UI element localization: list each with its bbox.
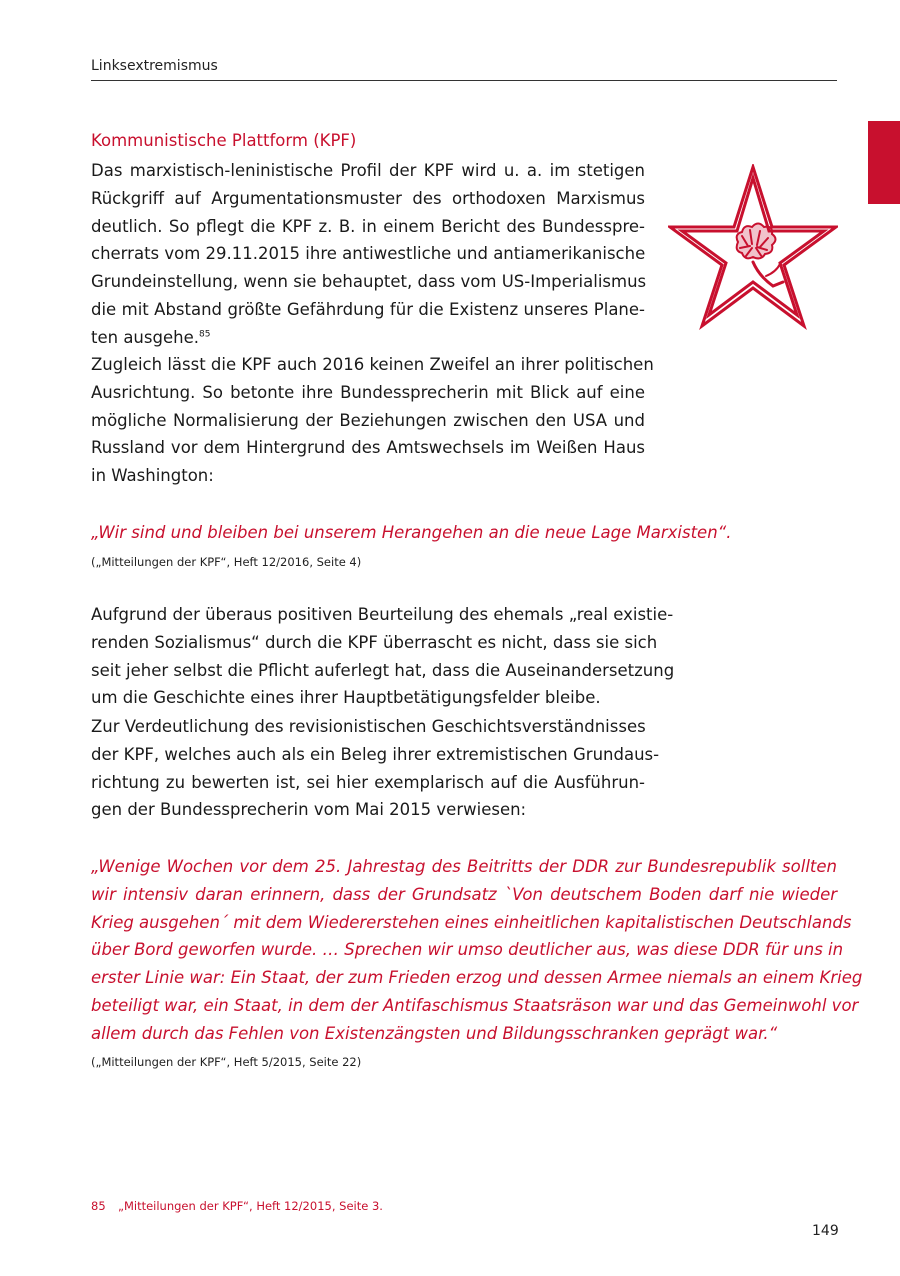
paragraph-line-text: ten ausgehe. (91, 327, 199, 347)
section-heading: Kommunistische Plattform (KPF) (91, 131, 357, 150)
running-header-title: Linksextremismus (91, 58, 218, 74)
paragraph-line: richtung zu bewerten ist, sei hier exemplarisch auf die Ausführun- (91, 772, 645, 792)
paragraph-line: seit jeher selbst die Pflicht auferlegt hat, dass die Auseinandersetzung (91, 660, 675, 680)
paragraph-line: Das marxistisch-leninistische Profil der KPF wird u. a. im stetigen (91, 161, 645, 180)
header-divider (91, 80, 837, 81)
paragraph-line: mögliche Normalisierung der Beziehungen zwischen den USA und (91, 410, 645, 430)
quote-line: über Bord geworfen wurde. … Sprechen wir umso deutlicher aus, was diese DDR für uns in (91, 940, 844, 960)
quote-2-source: („Mitteilungen der KPF“, Heft 5/2015, Seite 22) (91, 1055, 362, 1069)
quote-line: erster Linie war: Ein Staat, der zum Frieden erzog und dessen Armee niemals an einem Krieg (91, 968, 863, 988)
paragraph-line: Aufgrund der überaus positiven Beurteilung des ehemals „real existie- (91, 605, 674, 624)
quote-line: „Wenige Wochen vor dem 25. Jahrestag des Beitritts der DDR zur Bundesrepublik sollten (91, 857, 837, 876)
paragraph-line: Russland vor dem Hintergrund des Amtswechsels im Weißen Haus (91, 438, 645, 458)
footnote-number: 85 (91, 1199, 106, 1213)
paragraph-line: Grundeinstellung, wenn sie behauptet, dass vom US-Imperialismus (91, 272, 647, 292)
paragraph-line: in Washington: (91, 466, 214, 486)
quote-line: beteiligt war, ein Staat, in dem der Antifaschismus Staatsräson war und das Gemeinwohl vor (91, 995, 859, 1015)
paragraph-line: Zugleich lässt die KPF auch 2016 keinen Zweifel an ihrer politischen (91, 355, 654, 374)
paragraph-line: gen der Bundessprecherin vom Mai 2015 verwiesen: (91, 800, 527, 820)
chapter-side-tab (868, 121, 900, 204)
paragraph-line: die mit Abstand größte Gefährdung für die Existenz unseres Plane- (91, 299, 645, 319)
paragraph-line-last (91, 324, 645, 352)
paragraph-line: Rückgriff auf Argumentationsmuster des orthodoxen Marxismus (91, 188, 645, 208)
paragraph-line: der KPF, welches auch als ein Beleg ihrer extremistischen Grundaus- (91, 744, 660, 764)
quote-2 (91, 853, 863, 1048)
page-number: 149 (812, 1223, 839, 1239)
body-paragraph-4 (91, 713, 660, 824)
body-paragraph-1 (91, 157, 645, 352)
body-paragraph-3 (91, 601, 675, 712)
quote-1 (91, 519, 837, 547)
footnote (91, 1199, 383, 1213)
paragraph-line: Ausrichtung. So betonte ihre Bundessprecherin mit Blick auf eine (91, 382, 645, 402)
quote-line: „Wir sind und bleiben bei unserem Herangehen an die neue Lage Marxisten“. (91, 523, 732, 542)
paragraph-line: deutlich. So pflegt die KPF z. B. in einem Bericht des Bundesspre- (91, 216, 645, 236)
paragraph-line: um die Geschichte eines ihrer Hauptbetätigungsfelder bleibe. (91, 688, 601, 708)
quote-line: allem durch das Fehlen von Existenzängsten und Bildungsschranken geprägt war.“ (91, 1023, 778, 1043)
quote-1-source: („Mitteilungen der KPF“, Heft 12/2016, Seite 4) (91, 555, 362, 569)
footnote-text: „Mitteilungen der KPF“, Heft 12/2015, Seite 3. (118, 1199, 383, 1213)
paragraph-line: renden Sozialismus“ durch die KPF überrascht es nicht, dass sie sich (91, 632, 658, 652)
footnote-reference[interactable]: 85 (198, 329, 211, 340)
paragraph-line: Zur Verdeutlichung des revisionistischen Geschichtsverständnisses (91, 717, 646, 736)
red-star-carnation-icon (668, 164, 838, 330)
body-paragraph-2 (91, 351, 654, 490)
paragraph-line: cherrats vom 29.11.2015 ihre antiwestliche und antiamerikanische (91, 244, 646, 264)
quote-line: Krieg ausgehen´ mit dem Wiedererstehen eines einheitlichen kapitalistischen Deutschlands (91, 912, 852, 932)
quote-line: wir intensiv daran erinnern, dass der Grundsatz `Von deutschem Boden darf nie wieder (91, 884, 837, 904)
